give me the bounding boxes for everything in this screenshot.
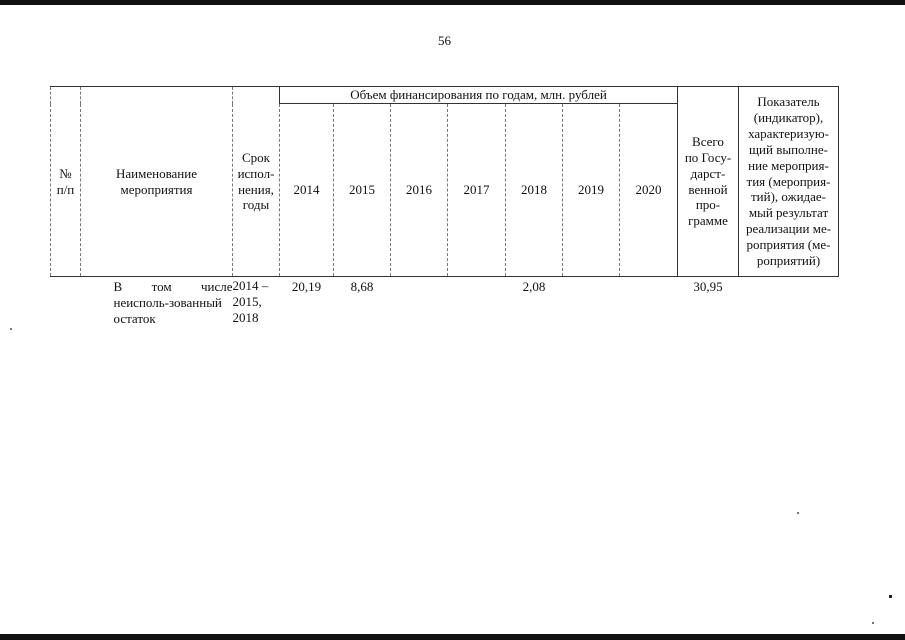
bottom-border bbox=[0, 634, 905, 640]
header-year-2016: 2016 bbox=[391, 104, 448, 277]
header-funding-group: Объем финансирования по годам, млн. рублей bbox=[280, 87, 678, 104]
cell-2015: 8,68 bbox=[350, 279, 374, 294]
cell-name: В том числе неисполь-зованный остаток bbox=[113, 279, 233, 326]
cell-indicator bbox=[739, 277, 839, 327]
header-year-2020: 2020 bbox=[620, 104, 678, 277]
header-year-2018: 2018 bbox=[506, 104, 563, 277]
scan-speck bbox=[889, 595, 892, 598]
header-year-2014: 2014 bbox=[280, 104, 334, 277]
funding-table bbox=[50, 86, 839, 327]
page-number: 56 bbox=[438, 33, 451, 48]
top-border bbox=[0, 0, 905, 5]
cell-number bbox=[51, 277, 81, 327]
header-year-2017: 2017 bbox=[448, 104, 506, 277]
cell-term: 2014 – 2015, 2018 bbox=[232, 278, 269, 325]
cell-2017 bbox=[448, 277, 506, 327]
cell-total: 30,95 bbox=[693, 279, 723, 294]
header-indicator: Показатель (индикатор), характеризую- щий выполне- ние мероприя- тия (мероприя- тий), ожидае- мый результат реализации ме- роприятия (ме- роприятий) bbox=[739, 87, 839, 277]
cell-2020 bbox=[620, 277, 678, 327]
header-name: Наименование мероприятия bbox=[81, 87, 233, 277]
table-row bbox=[51, 277, 839, 327]
header-number: № п/п bbox=[51, 87, 81, 277]
cell-2014: 20,19 bbox=[291, 279, 322, 294]
header-term: Срок испол- нения, годы bbox=[233, 87, 280, 277]
cell-2018: 2,08 bbox=[522, 279, 546, 294]
header-total: Всего по Госу- дарст- венной про- грамме bbox=[678, 87, 739, 277]
cell-2016 bbox=[391, 277, 448, 327]
scan-speck bbox=[797, 512, 799, 514]
cell-2019 bbox=[563, 277, 620, 327]
header-year-2015: 2015 bbox=[334, 104, 391, 277]
scan-speck bbox=[10, 328, 12, 330]
scan-speck bbox=[872, 622, 874, 624]
header-year-2019: 2019 bbox=[563, 104, 620, 277]
